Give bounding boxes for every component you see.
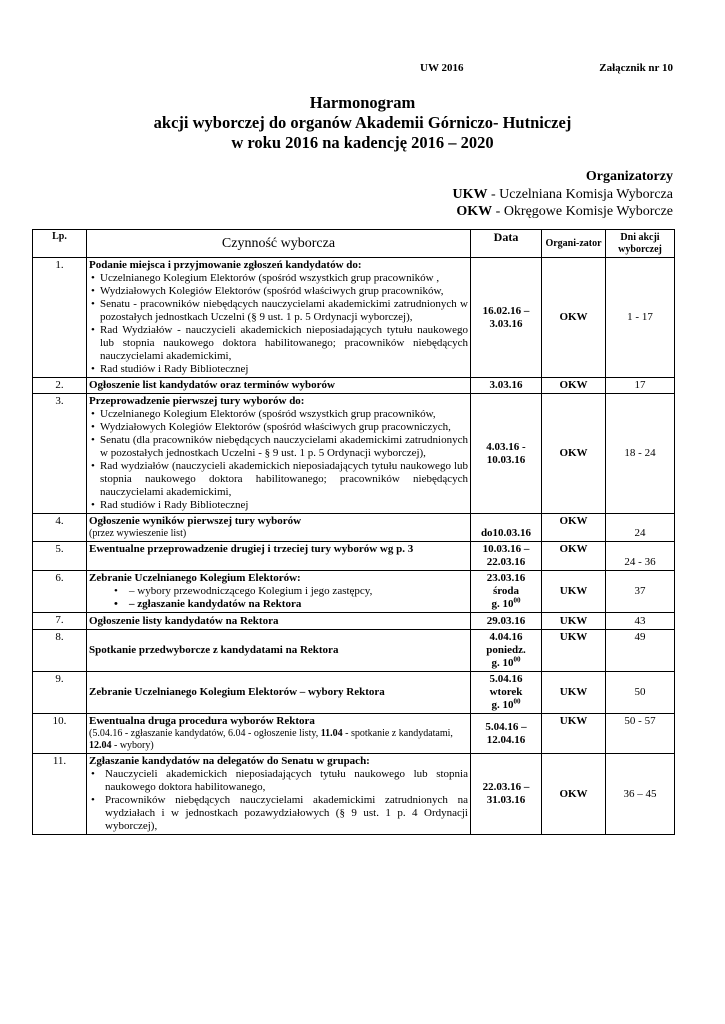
- row-title: Zebranie Uczelnianego Kolegium Elektorów – wybory Rektora: [87, 672, 471, 714]
- row-activity: [87, 571, 471, 613]
- row-organizer: UKW: [542, 630, 606, 672]
- page-title: [0, 93, 725, 153]
- list-item: • Wydziałowych Kolegiów Elektorów (spośród właściwych grup pracowniczych,: [89, 421, 468, 434]
- row-date: 22.03.16 – 31.03.16: [471, 754, 542, 835]
- header-lp: Lp.: [33, 230, 87, 258]
- organizer-ukw: UKW - Uczelniana Komisja Wyborcza: [452, 187, 673, 202]
- table-row: [33, 613, 675, 630]
- row-organizer: OKW: [542, 378, 606, 394]
- list-item: • Wydziałowych Kolegiów Elektorów (spośród właściwych grup pracowników,: [89, 285, 468, 298]
- list-item: • Uczelnianego Kolegium Elektorów (spośród wszystkich grup pracowników,: [89, 408, 468, 421]
- row-days: 24: [606, 514, 675, 542]
- schedule-table: [32, 229, 675, 835]
- row-organizer: UKW: [542, 571, 606, 613]
- row-days: 37: [606, 571, 675, 613]
- table-header-row: [33, 230, 675, 258]
- table-row: [33, 571, 675, 613]
- table-row: [33, 754, 675, 835]
- row-activity: [87, 754, 471, 835]
- row-organizer: OKW: [542, 258, 606, 378]
- row-title: Przeprowadzenie pierwszej tury wyborów do:: [89, 395, 305, 407]
- row-organizer: UKW: [542, 714, 606, 754]
- bullet-list: [89, 408, 468, 512]
- row-date: 29.03.16: [471, 613, 542, 630]
- row-title: Spotkanie przedwyborcze z kandydatami na Rektora: [87, 630, 471, 672]
- title-line-1: Harmonogram: [309, 93, 416, 112]
- list-item: • Rad Wydziałów - nauczycieli akademickich nieposiadających tytułu naukowego lub stopnia naukowego doktora habilitowanego; pracowników niebędących nauczycielami akademickimi,: [89, 324, 468, 363]
- list-item: • Rad studiów i Rady Bibliotecznej: [89, 363, 468, 376]
- row-title: Ogłoszenie wyników pierwszej tury wyborów: [89, 515, 302, 527]
- row-days: 18 - 24: [606, 394, 675, 514]
- row-lp: 8.: [33, 630, 87, 672]
- table-row: [33, 378, 675, 394]
- table-row: [33, 542, 675, 571]
- row-title: Ogłoszenie list kandydatów oraz terminów wyborów: [87, 378, 471, 394]
- organizers-heading: Organizatorzy: [585, 169, 673, 184]
- table-row: [33, 394, 675, 514]
- row-title: Ewentualna druga procedura wyborów Rektora: [89, 715, 315, 727]
- row-lp: 2.: [33, 378, 87, 394]
- row-lp: 7.: [33, 613, 87, 630]
- row-date: 5.04.16 – 12.04.16: [471, 714, 542, 754]
- row-date: 10.03.16 – 22.03.16: [471, 542, 542, 571]
- row-title: Podanie miejsca i przyjmowanie zgłoszeń kandydatów do:: [89, 259, 362, 271]
- row-subtitle: (przez wywieszenie list): [89, 528, 187, 539]
- row-days: 43: [606, 613, 675, 630]
- row-days: 36 – 45: [606, 754, 675, 835]
- row-lp: 1.: [33, 258, 87, 378]
- row-organizer: OKW: [542, 754, 606, 835]
- attachment-number: Załącznik nr 10: [599, 62, 673, 74]
- row-date: 23.03.16 środa g. $10^{00}$: [471, 571, 542, 613]
- table-row: [33, 514, 675, 542]
- row-days: 24 - 36: [606, 542, 675, 571]
- row-organizer: UKW: [542, 672, 606, 714]
- header-activity: Czynność wyborcza: [87, 230, 471, 258]
- row-activity: [87, 258, 471, 378]
- row-days: 50 - 57: [606, 714, 675, 754]
- row-title: Zebranie Uczelnianego Kolegium Elektorów:: [89, 572, 301, 584]
- row-date: 5.04.16 wtorek g. $10^{00}$: [471, 672, 542, 714]
- list-item: • Senatu (dla pracowników niebędących nauczycielami akademickimi zatrudnionych w pozostałych jednostkach Uczelni - § 9 ust. 1 p. 5 Ordynacji wyborczej),: [89, 434, 468, 460]
- list-item: • Nauczycieli akademickich nieposiadających tytułu naukowego lub stopnia naukowego doktora habilitowanego,: [89, 768, 468, 794]
- row-lp: 4.: [33, 514, 87, 542]
- row-date: 3.03.16: [471, 378, 542, 394]
- table-row: [33, 714, 675, 754]
- row-lp: 3.: [33, 394, 87, 514]
- header-organizer: Organi-zator: [542, 230, 606, 258]
- row-lp: 10.: [33, 714, 87, 754]
- header-days: Dni akcji wyborczej: [606, 230, 675, 258]
- table-row: [33, 672, 675, 714]
- row-activity: [87, 714, 471, 754]
- header-date: Data: [471, 230, 542, 258]
- row-days: 1 - 17: [606, 258, 675, 378]
- row-activity: [87, 514, 471, 542]
- row-days: 49: [606, 630, 675, 672]
- organizer-okw: OKW - Okręgowe Komisje Wyborcze: [456, 204, 673, 219]
- row-organizer: UKW: [542, 613, 606, 630]
- row-days: 17: [606, 378, 675, 394]
- table-row: [33, 258, 675, 378]
- row-title: Zgłaszanie kandydatów na delegatów do Senatu w grupach:: [89, 755, 370, 767]
- row-lp: 11.: [33, 754, 87, 835]
- table-row: [33, 630, 675, 672]
- list-item: • – wybory przewodniczącego Kolegium i jego zastępcy,: [89, 585, 468, 598]
- row-organizer: OKW: [542, 542, 606, 571]
- document-code: UW 2016: [420, 62, 464, 74]
- row-lp: 5.: [33, 542, 87, 571]
- organizers-block: [453, 168, 674, 220]
- row-date: 4.03.16 - 10.03.16: [471, 394, 542, 514]
- bullet-list: [89, 585, 468, 611]
- bullet-list: [89, 272, 468, 376]
- row-lp: 9.: [33, 672, 87, 714]
- list-item: • Pracowników niebędących nauczycielami akademickimi zatrudnionych na wydziałach i w jednostkach pozawydziałowych (§ 9 ust. 1 p. 4 Ordynacji wyborczej),: [89, 794, 468, 833]
- row-date: 16.02.16 – 3.03.16: [471, 258, 542, 378]
- title-line-2: akcji wyborczej do organów Akademii Górniczo- Hutniczej: [153, 113, 572, 132]
- row-organizer: OKW: [542, 394, 606, 514]
- row-date: do10.03.16: [471, 514, 542, 542]
- row-days: 50: [606, 672, 675, 714]
- row-title: Ewentualne przeprowadzenie drugiej i trzeciej tury wyborów wg p. 3: [87, 542, 471, 571]
- row-lp: 6.: [33, 571, 87, 613]
- title-line-3: w roku 2016 na kadencję 2016 – 2020: [231, 133, 494, 152]
- list-item: • – zgłaszanie kandydatów na Rektora: [89, 598, 468, 611]
- list-item: • Rad wydziałów (nauczycieli akademickich nieposiadających tytułu naukowego lub stopnia naukowego doktora habilitowanego; pracowników niebędących nauczycielami akademickimi,: [89, 460, 468, 499]
- row-organizer: OKW: [542, 514, 606, 542]
- list-item: • Rad studiów i Rady Bibliotecznej: [89, 499, 468, 512]
- row-title: Ogłoszenie listy kandydatów na Rektora: [87, 613, 471, 630]
- list-item: • Uczelnianego Kolegium Elektorów (spośród wszystkich grup pracowników ,: [89, 272, 468, 285]
- row-date: 4.04.16 poniedz. g. $10^{00}$: [471, 630, 542, 672]
- list-item: • Senatu - pracowników niebędących nauczycielami akademickimi zatrudnionych w pozostałych jednostkach Uczelni (§ 9 ust. 1 p. 5 Ordynacji wyborczej),: [89, 298, 468, 324]
- row-subtitle: (5.04.16 - zgłaszanie kandydatów, 6.04 - ogłoszenie listy, 11.04 - spotkanie z kandydatami, 12.04 - wybory): [89, 728, 453, 751]
- bullet-list: [89, 768, 468, 833]
- row-activity: [87, 394, 471, 514]
